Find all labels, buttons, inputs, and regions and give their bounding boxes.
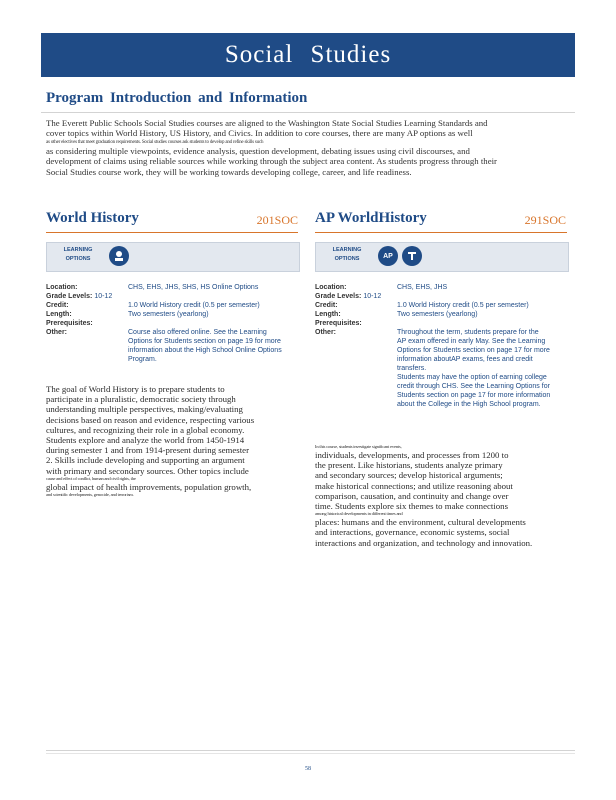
course-code: 291SOC — [524, 213, 566, 227]
learning-options-label: LEARNING OPTIONS — [332, 247, 362, 262]
intro-line: cover topics within World History, US History, and Civics. In addition to core courses, there are many AP options as well — [46, 128, 473, 139]
intro-line: development of claims using reliable sources while working through the subject area content. As students progress through their — [46, 156, 497, 167]
desc-line: 2. Skills include developing and supporting an argument — [46, 455, 245, 466]
desc-line-small: and scientific developments, genocide, and terrorism. — [46, 492, 134, 498]
banner-title: Social Studies — [224, 41, 392, 68]
desc-line: participate in a pluralistic, democratic society through — [46, 394, 236, 405]
other-line: information aboutAP exams, fees and credit — [397, 356, 533, 363]
other-line: Options for Students section on page 19 for more — [128, 338, 281, 345]
desc-line: and secondary sources; develop historical arguments; — [315, 470, 503, 481]
desc-line: make historical connections; and utilize reasoning about — [315, 480, 513, 491]
credit-value: 1.0 World History credit (0.5 per semester) — [128, 302, 260, 309]
other-line: Options for Students section on page 17 for more — [397, 347, 550, 354]
other-line: Throughout the term, students prepare for the — [397, 329, 539, 336]
location-value: CHS, EHS, JHS, SHS, HS Online Options — [128, 284, 259, 291]
desc-line: during semester 1 and from 1914-present during semester — [46, 445, 250, 456]
desc-line-small: cause and effect of conflict, human and civil rights, the — [46, 475, 136, 481]
page-number: 58 — [305, 766, 311, 772]
other-label: Other: — [315, 329, 336, 336]
course-info — [315, 283, 567, 409]
grade-value: 10-12 — [363, 293, 382, 300]
grade-label: Grade Levels: — [315, 293, 362, 300]
other-line: transfers. — [397, 365, 427, 372]
learning-options-box — [315, 242, 569, 272]
desc-line: time. Students explore six themes to make connections — [315, 501, 509, 512]
other-label: Other: — [46, 329, 67, 336]
course-info — [46, 283, 298, 364]
other-line: Students may have the option of earning college — [397, 374, 547, 381]
other-line: credit through CHS. See the Learning Options for — [397, 383, 550, 390]
intro-line: as considering multiple viewpoints, evidence analysis, question development, debating issues using civil discourses, and — [46, 145, 470, 156]
grade-label: Grade Levels: — [46, 293, 93, 300]
course-divider — [46, 232, 298, 233]
other-line: AP exam offered in early May. See the Learning — [397, 338, 546, 345]
prerequisites-label: Prerequisites: — [46, 320, 93, 327]
other-line: information about the High School Online Options — [128, 347, 282, 354]
credit-value: 1.0 World History credit (0.5 per semester) — [397, 302, 529, 309]
location-label: Location: — [315, 284, 347, 291]
intro-line: Social Studies course work, they will be working towards developing college, career, and life readiness. — [46, 166, 412, 177]
course-code: 201SOC — [256, 213, 298, 227]
learning-options-label: LEARNING OPTIONS — [63, 247, 93, 262]
section-divider — [41, 112, 575, 113]
credit-label: Credit: — [315, 302, 338, 309]
intro-line-small: as other electives that meet graduation requirements. Social studies courses ask students to develop and refine skills such — [46, 139, 264, 145]
desc-line: decisions based on reason and evidence, respecting various — [46, 414, 255, 425]
desc-line: The goal of World History is to prepare students to — [46, 384, 225, 394]
footer-divider — [46, 750, 575, 751]
intro-paragraph — [46, 118, 571, 177]
grade-value: 10-12 — [94, 293, 113, 300]
other-line: Course also offered online. See the Learning — [128, 329, 267, 336]
location-label: Location: — [46, 284, 78, 291]
other-line: Program. — [128, 356, 157, 363]
desc-line: interactions and organization, and technology and innovation. — [315, 537, 533, 548]
desc-line: Students explore and analyze the world from 1450-1914 — [46, 435, 245, 446]
desc-line: individuals, developments, and processes from 1200 to — [315, 450, 509, 460]
desc-line: with primary and secondary sources. Other topics include — [46, 465, 249, 476]
course-divider — [315, 232, 567, 233]
college-credit-icon — [402, 246, 422, 266]
desc-line-small: In this course, students investigate significant events, — [315, 444, 402, 449]
online-icon — [109, 246, 129, 266]
desc-line: and interactions, governance, economic systems, social — [315, 527, 510, 538]
length-label: Length: — [46, 311, 72, 318]
desc-line: the present. Like historians, students analyze primary — [315, 460, 503, 471]
course-title-ap-world-history: AP WorldHistory — [315, 210, 427, 226]
length-label: Length: — [315, 311, 341, 318]
section-heading: Program Introduction and Information — [46, 90, 308, 106]
length-value: Two semesters (yearlong) — [397, 311, 478, 318]
course-description — [46, 384, 304, 498]
footer-divider — [46, 753, 575, 754]
credit-label: Credit: — [46, 302, 69, 309]
other-line: about the College in the High School program. — [397, 401, 541, 408]
page-banner — [41, 33, 575, 77]
prerequisites-label: Prerequisites: — [315, 320, 362, 327]
desc-line: understanding multiple perspectives, making/evaluating — [46, 404, 243, 415]
desc-line: global impact of health improvements, population growth, — [46, 481, 252, 492]
course-title-world-history: World History — [46, 210, 139, 226]
desc-line: places: humans and the environment, cultural developments — [315, 517, 526, 528]
intro-line: The Everett Public Schools Social Studies courses are aligned to the Washington State Social Studies Learning Standards and — [46, 118, 488, 128]
length-value: Two semesters (yearlong) — [128, 311, 209, 318]
location-value: CHS, EHS, JHS — [397, 284, 448, 291]
other-line: Students section on page 17 for more information — [397, 392, 551, 399]
learning-options-box — [46, 242, 300, 272]
desc-line-small: among historical developments in different times and — [315, 511, 403, 517]
desc-line: cultures, and recognizing their role in a global economy. — [46, 424, 245, 435]
desc-line: comparison, causation, and continuity and change over — [315, 490, 509, 501]
ap-icon: AP — [378, 246, 398, 266]
course-description — [315, 444, 573, 548]
